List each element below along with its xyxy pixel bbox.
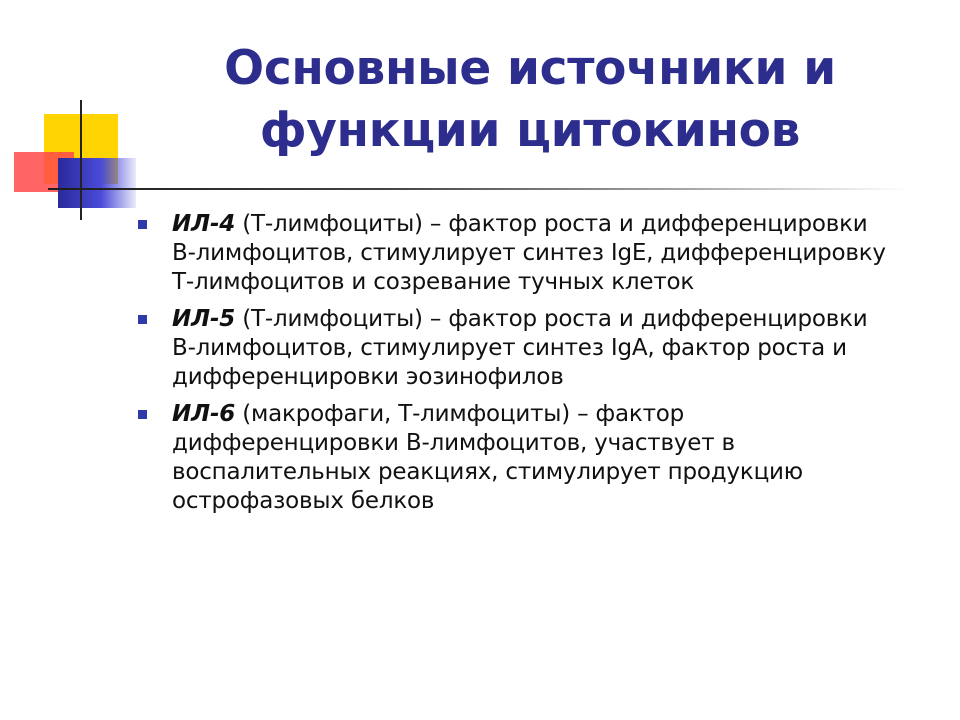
- bullet-item-il5: [130, 305, 890, 392]
- bullet-text: (Т-лимфоциты) – фактор роста и дифференцировки В-лимфоцитов, стимулирует синтез IgA, фактор роста и дифференцировки эозинофилов: [172, 306, 868, 390]
- bullet-term: ИЛ-6: [172, 401, 236, 427]
- square-bullet-icon: [138, 410, 147, 419]
- bullet-list: [130, 210, 890, 524]
- title-underline: [48, 188, 908, 190]
- slide-title-line-1: Основные источники и: [224, 41, 836, 96]
- slide-title: [150, 38, 910, 162]
- decorative-blue-square: [58, 158, 136, 208]
- slide-title-line-2: функции цитокинов: [259, 103, 801, 158]
- bullet-item-il4: [130, 210, 890, 297]
- square-bullet-icon: [138, 220, 147, 229]
- bullet-text: (макрофаги, Т-лимфоциты) – фактор дифференцировки В-лимфоцитов, участвует в воспалительных реакциях, стимулирует продукцию острофазовых белков: [172, 401, 803, 514]
- bullet-term: ИЛ-4: [172, 211, 236, 237]
- bullet-text: (Т-лимфоциты) – фактор роста и дифференцировки В-лимфоцитов, стимулирует синтез IgE, дифференцировку Т-лимфоцитов и созревание тучных клеток: [172, 211, 886, 295]
- bullet-item-il6: [130, 400, 890, 516]
- square-bullet-icon: [138, 315, 147, 324]
- bullet-term: ИЛ-5: [172, 306, 236, 332]
- decorative-vertical-line: [80, 100, 82, 220]
